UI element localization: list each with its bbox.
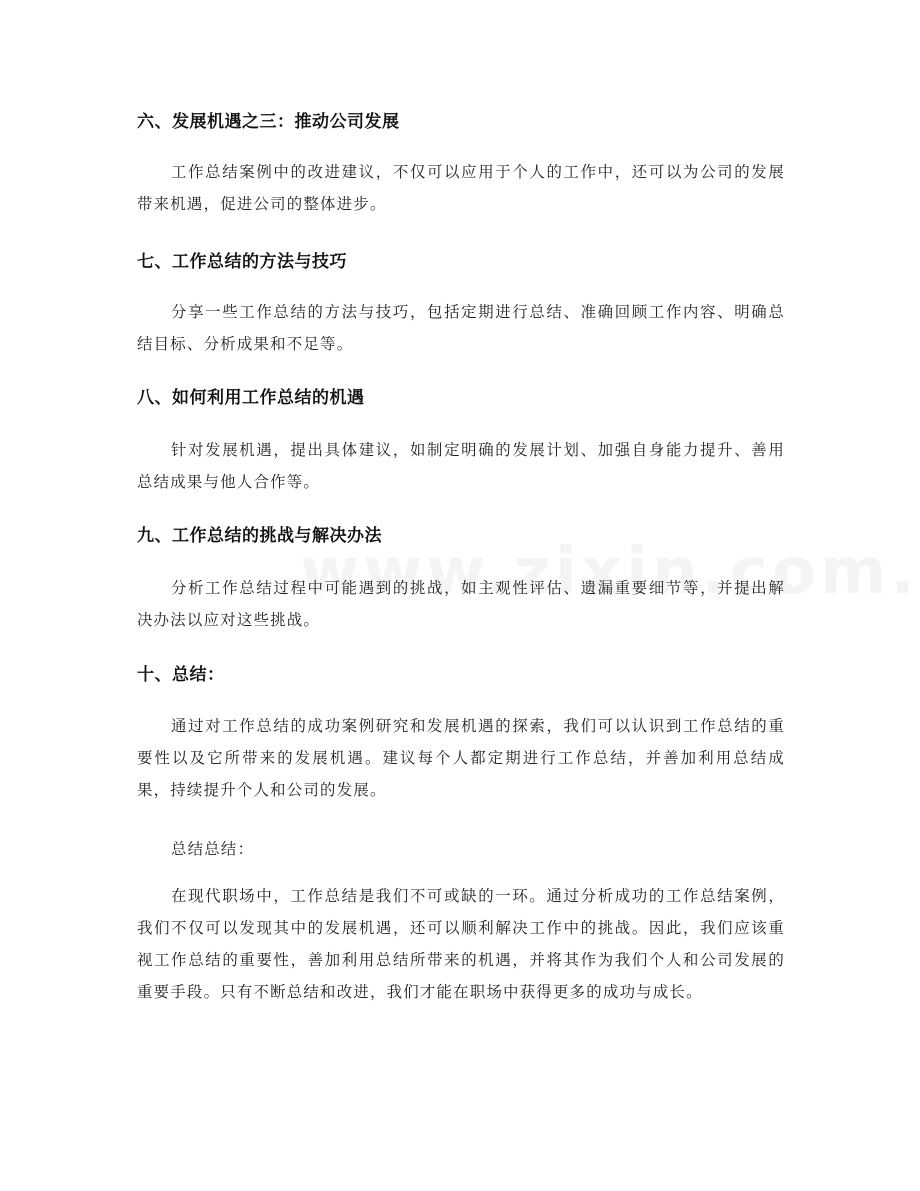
section-paragraph-10: 通过对工作总结的成功案例研究和发展机遇的探索，我们可以认识到工作总结的重要性以及它所带来的发展机遇。建议每个人都定期进行工作总结，并善加利用总结成果，持续提升个人和公司的发展。 <box>137 717 785 799</box>
section-heading-7: 七、工作总结的方法与技巧 <box>137 252 347 272</box>
section-heading-9: 九、工作总结的挑战与解决办法 <box>137 526 382 546</box>
section-paragraph-9: 分析工作总结过程中可能遇到的挑战，如主观性评估、遗漏重要细节等，并提出解决办法以应对这些挑战。 <box>137 579 785 629</box>
section-paragraph-6: 工作总结案例中的改进建议，不仅可以应用于个人的工作中，还可以为公司的发展带来机遇，促进公司的整体进步。 <box>137 163 785 213</box>
section-heading-8: 八、如何利用工作总结的机遇 <box>137 388 365 408</box>
summary-label: 总结总结： <box>171 840 255 858</box>
section-heading-6: 六、发展机遇之三：推动公司发展 <box>137 112 400 132</box>
section-paragraph-8: 针对发展机遇，提出具体建议，如制定明确的发展计划、加强自身能力提升、善用总结成果与他人合作等。 <box>137 441 785 491</box>
section-heading-10: 十、总结： <box>137 665 225 685</box>
summary-paragraph: 在现代职场中，工作总结是我们不可或缺的一环。通过分析成功的工作总结案例，我们不仅可以发现其中的发展机遇，还可以顺利解决工作中的挑战。因此，我们应该重视工作总结的重要性，善加利用总结所带来的机遇，并将其作为我们个人和公司发展的重要手段。只有不断总结和改进，我们才能在职场中获得更多的成功与成长。 <box>137 887 785 1001</box>
section-paragraph-7: 分享一些工作总结的方法与技巧，包括定期进行总结、准确回顾工作内容、明确总结目标、分析成果和不足等。 <box>137 303 785 353</box>
